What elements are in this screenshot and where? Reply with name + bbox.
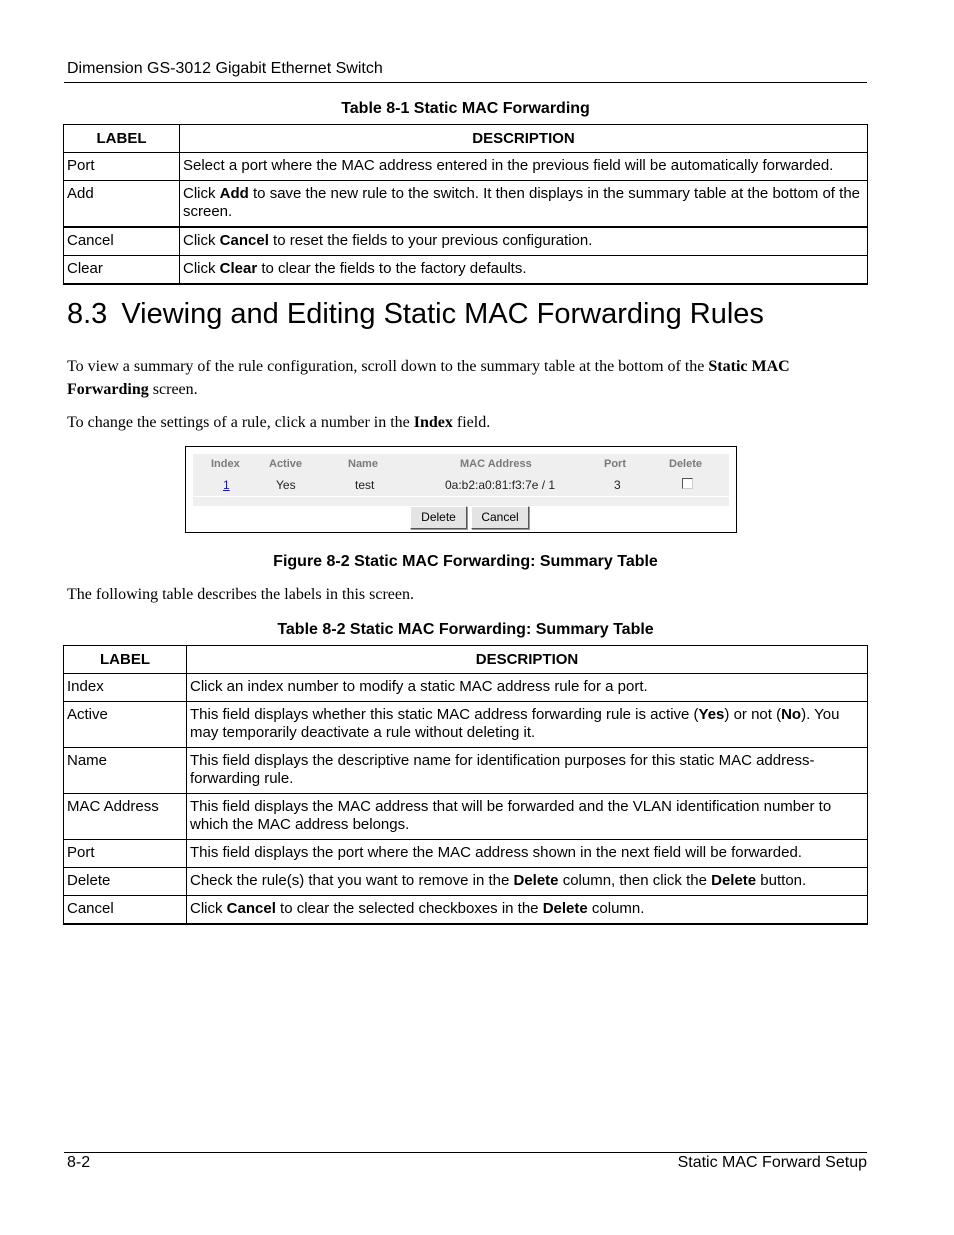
table-8-2: [63, 645, 868, 925]
cancel-button[interactable]: Cancel: [471, 506, 529, 529]
table-row: [64, 181, 868, 228]
section-number: 8.3: [67, 298, 108, 330]
row-label: Port: [64, 153, 180, 181]
col-port-header: Port: [604, 458, 626, 470]
col-mac-header: MAC Address: [460, 458, 532, 470]
row-description: Click Clear to clear the fields to the factory defaults.: [180, 256, 868, 285]
col-delete-header: Delete: [669, 458, 703, 470]
table-8-1-header-label: LABEL: [64, 125, 180, 153]
active-cell: Yes: [276, 478, 296, 492]
index-link[interactable]: 1: [223, 478, 230, 492]
table-8-1-header-description: DESCRIPTION: [180, 125, 868, 153]
row-label: Clear: [64, 256, 180, 285]
delete-button[interactable]: Delete: [410, 506, 467, 529]
row-description: This field displays the descriptive name for identification purposes for this static MAC address-forwarding rule.: [187, 748, 868, 794]
table-row: [64, 868, 868, 896]
table-8-2-body: [64, 674, 868, 925]
table-8-1-caption: Table 8-1 Static MAC Forwarding: [341, 100, 590, 117]
table-row: [64, 256, 868, 285]
figure-8-2-caption: Figure 8-2 Static MAC Forwarding: Summary Table: [273, 553, 658, 570]
table-row: [64, 896, 868, 925]
delete-checkbox[interactable]: [682, 478, 693, 489]
row-description: This field displays whether this static MAC address forwarding rule is active (Yes) or not (No). You may temporarily deactivate a rule without deleting it.: [187, 702, 868, 748]
row-label: Cancel: [64, 896, 187, 925]
row-label: Port: [64, 840, 187, 868]
row-description: This field displays the port where the MAC address shown in the next field will be forwarded.: [187, 840, 868, 868]
col-name-header: Name: [348, 458, 378, 470]
paragraph-summary: To view a summary of the rule configuration, scroll down to the summary table at the bottom of the Static MAC Forwarding screen.: [67, 358, 790, 398]
row-label: Cancel: [64, 227, 180, 256]
chapter-name: Static MAC Forward Setup: [677, 1154, 867, 1171]
row-label: Active: [64, 702, 187, 748]
header-rule: [64, 82, 867, 83]
table-row: [64, 227, 868, 256]
row-label: Name: [64, 748, 187, 794]
page-number: 8-2: [67, 1154, 91, 1171]
row-description: Check the rule(s) that you want to remove in the Delete column, then click the Delete button.: [187, 868, 868, 896]
table-row: [64, 153, 868, 181]
table-8-1: [63, 124, 868, 285]
row-label: Index: [64, 674, 187, 702]
table-8-2-caption: Table 8-2 Static MAC Forwarding: Summary Table: [277, 621, 654, 638]
running-header: Dimension GS-3012 Gigabit Ethernet Switch: [67, 60, 383, 77]
footer-rule: [64, 1152, 867, 1153]
summary-table-figure: [185, 446, 737, 533]
port-cell: 3: [614, 478, 621, 492]
row-description: Click Cancel to clear the selected checkboxes in the Delete column.: [187, 896, 868, 925]
col-index-header: Index: [211, 458, 240, 470]
col-active-header: Active: [269, 458, 303, 470]
paragraph-change-settings: To change the settings of a rule, click a number in the Index field.: [67, 414, 491, 431]
row-label: Add: [64, 181, 180, 228]
mac-cell: 0a:b2:a0:81:f3:7e / 1: [445, 478, 556, 492]
row-divider: [193, 496, 729, 497]
table-8-2-header-description: DESCRIPTION: [187, 646, 868, 674]
row-description: This field displays the MAC address that will be forwarded and the VLAN identification number to which the MAC address belongs.: [187, 794, 868, 840]
name-cell: test: [355, 478, 375, 492]
row-label: MAC Address: [64, 794, 187, 840]
row-description: Select a port where the MAC address entered in the previous field will be automatically forwarded.: [180, 153, 868, 181]
paragraph-following-table: The following table describes the labels in this screen.: [67, 586, 415, 603]
row-description: Click Add to save the new rule to the switch. It then displays in the summary table at the bottom of the screen.: [180, 181, 868, 228]
section-title: Viewing and Editing Static MAC Forwarding Rules: [121, 298, 764, 330]
table-row: [64, 748, 868, 794]
table-8-2-header-label: LABEL: [64, 646, 187, 674]
table-8-1-body: [64, 153, 868, 285]
table-row: [64, 840, 868, 868]
row-description: Click Cancel to reset the fields to your previous configuration.: [180, 227, 868, 256]
section-heading: [67, 298, 764, 331]
table-row: [64, 674, 868, 702]
row-label: Delete: [64, 868, 187, 896]
table-row: [64, 702, 868, 748]
row-description: Click an index number to modify a static MAC address rule for a port.: [187, 674, 868, 702]
table-row: [64, 794, 868, 840]
